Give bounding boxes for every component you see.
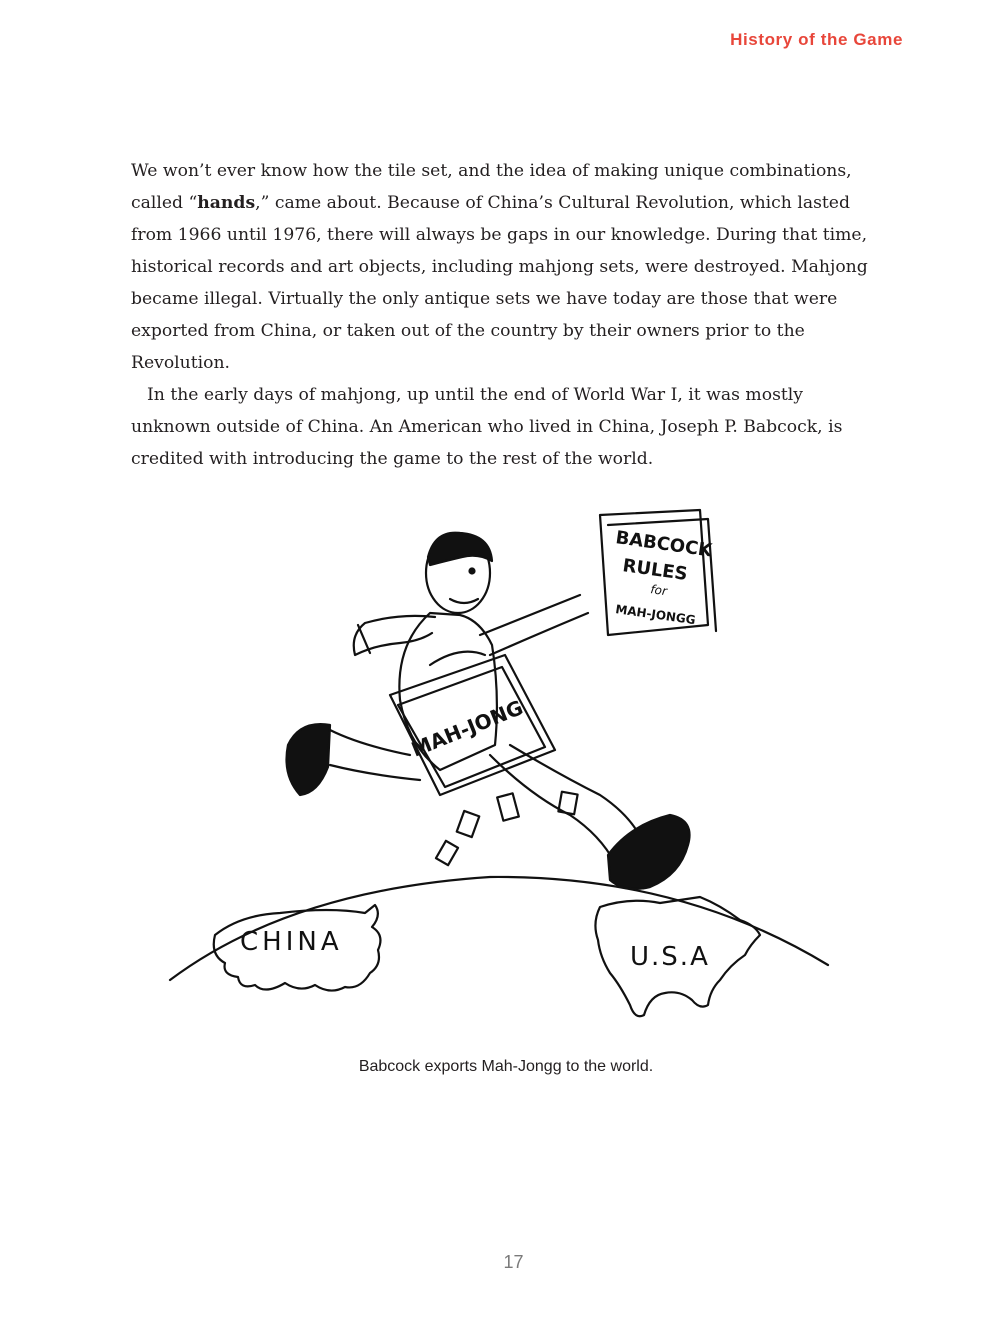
box-label: MAH-JONG [407, 695, 527, 762]
falling-tile [457, 811, 480, 837]
paragraph-2: In the early days of mahjong, up until the end of World War I, it was mostly unknown outside of China. An American who lived in China, Joseph P. Babcock, is credited with introducing the game to the rest of the world. [131, 385, 843, 469]
man-hair [428, 533, 492, 565]
man-back-leg [330, 730, 410, 755]
falling-tile [558, 792, 577, 814]
term-hands: hands [197, 193, 256, 213]
label-china: CHINA [240, 927, 343, 957]
page-number: 17 [503, 1252, 524, 1272]
illustration-drawing [160, 495, 840, 1035]
body-text [131, 155, 881, 475]
falling-tile [497, 793, 519, 820]
man-arm-book [480, 595, 580, 635]
box-handle [430, 652, 485, 665]
book-title-line4: MAH-JONGG [614, 602, 697, 628]
paragraph-1-text-a: We won’t ever know how the tile set, and the idea of making unique combinations, called “ [131, 161, 852, 213]
label-usa: U.S.A [630, 942, 710, 972]
man-eye [470, 569, 475, 574]
paragraph-1-text-b: ,” came about. Because of China’s Cultural Revolution, which lasted from 1966 until 1976, there will always be gaps in our knowledge. During that time, historical records and art objects, including mahjong sets, were destroyed. Mahjong became illegal. Virtually the only antique sets we have today are those that were exported from China, or taken out of the country by their owners prior to the Revolution. [131, 193, 868, 373]
falling-tile [436, 841, 458, 865]
paragraph-1 [131, 155, 881, 379]
man-front-leg [490, 755, 615, 863]
man-smile [450, 599, 478, 603]
babcock-illustration [160, 495, 840, 1035]
man-back-shoe [287, 724, 331, 795]
man-front-shoe [608, 815, 690, 889]
running-header: History of the Game [730, 30, 903, 49]
book-title-line1: BABCOCK [614, 527, 714, 562]
figure-caption: Babcock exports Mah-Jongg to the world. [358, 1058, 654, 1075]
book-title-line3: for [649, 582, 668, 599]
book-title-line2: RULES [621, 555, 689, 586]
